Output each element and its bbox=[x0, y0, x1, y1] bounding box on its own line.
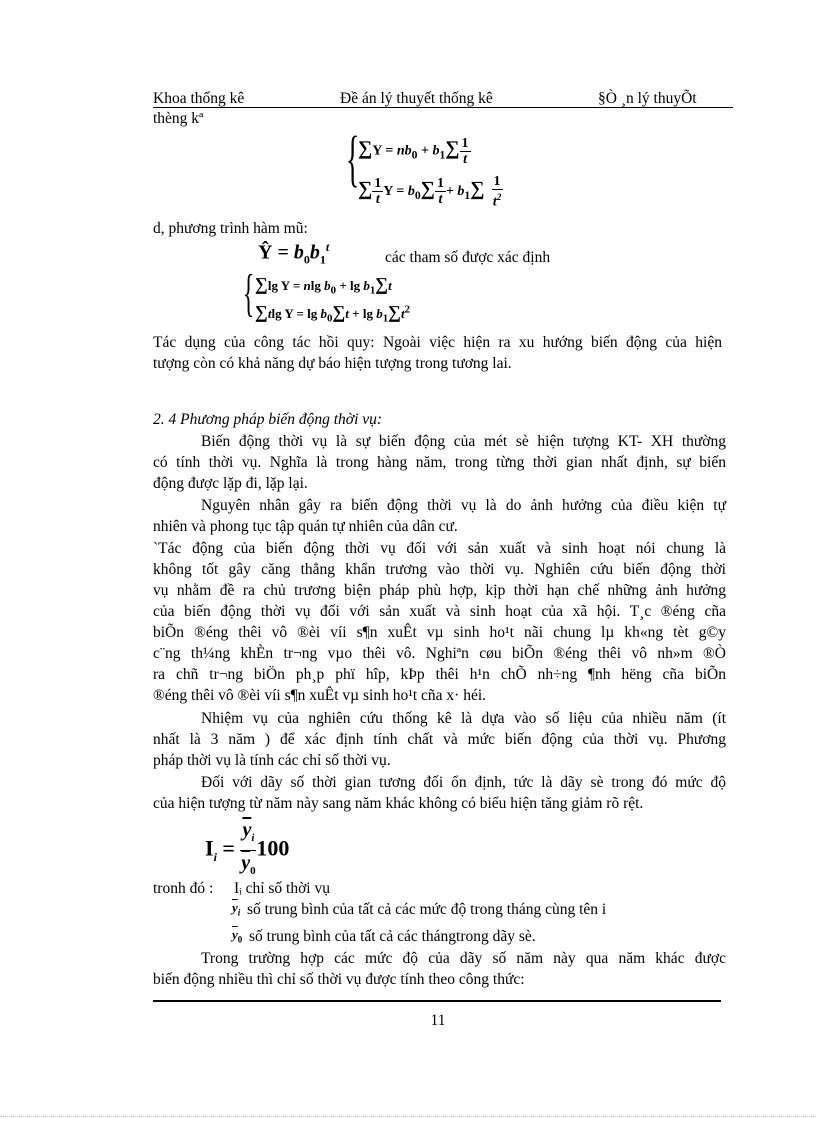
where-label: tronh đó : bbox=[153, 880, 214, 897]
exp-params-text: các tham số được xác định bbox=[385, 249, 551, 266]
paragraph-6: Trong trường hợp các mức độ của dãy số năm này qua năm khác được biến động nhiều thì chỉ số thời vụ được tính theo công thức: bbox=[153, 950, 726, 988]
effect-paragraph: Tác dụng của công tác hồi quy: Ngoài việc hiện ra xu hướng biến động của hiện tượng còn có khả năng dự báo hiện tượng trong tương lai. bbox=[153, 334, 722, 372]
y-bar-0-symbol: $\overline{y}_0$ bbox=[232, 927, 243, 945]
header-rule bbox=[153, 107, 733, 108]
page-bottom-dotted-line bbox=[0, 1116, 816, 1117]
paragraph-3: `Tác động của biến động thời vụ đối với sản xuất và sinh hoạt nói chung là không tốt gây căng thẳng khẩn trương vào thời vụ. Nghiên cứu biến động thời vụ nhằm đề ra chủ trương biện pháp phù hợp, kịp thời hạn chế những ảnh hưởng của biến động thời vụ đối với sản xuất và sinh hoạt của xã hội. T¸c ®éng cña biÕn ®éng thêi vô ®èi víi s¶n xuÊt vµ sinh ho¹t nãi chung lµ kh«ng tèt g©y c¨ng th¼ng khÈn tr¬ng vµo thêi vô. Nghiªn cøu biÕn ®éng thêi vô nh»m ®Ò ra chñ tr¬ng biÖn ph¸p phï hîp, kÞp thêi h¹n chÕ nh÷ng ¶nh hëng cña biÕn ®éng thêi vô ®èi víi s¶n xuÊt vµ sinh ho¹t cña x· héi. bbox=[153, 540, 726, 704]
section-d-label: d, phương trình hàm mũ: bbox=[153, 220, 308, 237]
intro-fragment: thèng kª bbox=[153, 110, 204, 127]
paragraph-4: Nhiệm vụ của nghiên cứu thống kê là dựa vào số liệu của nhiều năm (ít nhất là 3 năm ) để xác định tính chất và mức biến động của thời vụ. Phương pháp thời vụ là tính các chỉ số thời vụ. bbox=[153, 710, 726, 769]
section-heading: 2. 4 Phương pháp biến động thời vụ: bbox=[153, 411, 383, 428]
exp-function-formula: Ŷ = $b_0b_1^t$ bbox=[258, 240, 330, 267]
where-item-1: Iᵢ chỉ số thời vụ bbox=[234, 880, 330, 897]
page-number: 11 bbox=[430, 1012, 446, 1029]
where-item-3: số trung bình của tất cả các thángtrong dãy sè. bbox=[249, 928, 536, 945]
header-left: Khoa thống kê bbox=[153, 90, 245, 107]
paragraph-1: Biến động thời vụ là sự biến động của mét sè hiện tượng KT- XH thường có tính thời vụ. Nghĩa là trong hàng năm, trong từng thời gian nhất định, sự biến động được lặp đi, lặp lại. bbox=[153, 433, 726, 492]
equation-system-hyperbolic: { $\sum Y = nb_0 + b_1\sum$ $\frac{1}{t}$ ∑ $\frac{1}{t}$ $Y = b_0\sum$ $\frac{1}{t}$ + $b_1\sum$ $\frac{1}{t^2}$ bbox=[346, 125, 502, 210]
header-right: §Ò ¸n lý thuyÕt bbox=[598, 90, 697, 107]
y-bar-i-symbol: $\overline{y}_i$ bbox=[232, 900, 241, 918]
footer-rule bbox=[153, 1000, 721, 1002]
equation-system-exponential: { ∑lg Y = nlg $b_0 + \lg b_1\sum t$ ∑tlg $Y = \lg b_0\sum t + \lg b_1\sum t^2$ bbox=[243, 265, 411, 325]
seasonal-index-formula: $I_i$ = $\frac{\overline{y}_i}{\overline{y}_0}$ 100 bbox=[205, 819, 290, 877]
paragraph-5: Đối với dãy số thời gian tương đối ổn định, tức là dãy sè trong đó mức độ của hiện tượng từ năm này sang năm khác không có biểu hiện tăng giảm rõ rệt. bbox=[153, 774, 726, 812]
paragraph-2: Nguyên nhân gây ra biến động thời vụ là do ảnh hưởng của điều kiện tự nhiên và phong tục tập quán tự nhiên của dân cư. bbox=[153, 497, 726, 535]
where-item-2: số trung bình của tất cả các mức độ trong tháng cùng tên i bbox=[247, 901, 607, 918]
header-center: Đề án lý thuyết thống kê bbox=[340, 90, 493, 107]
